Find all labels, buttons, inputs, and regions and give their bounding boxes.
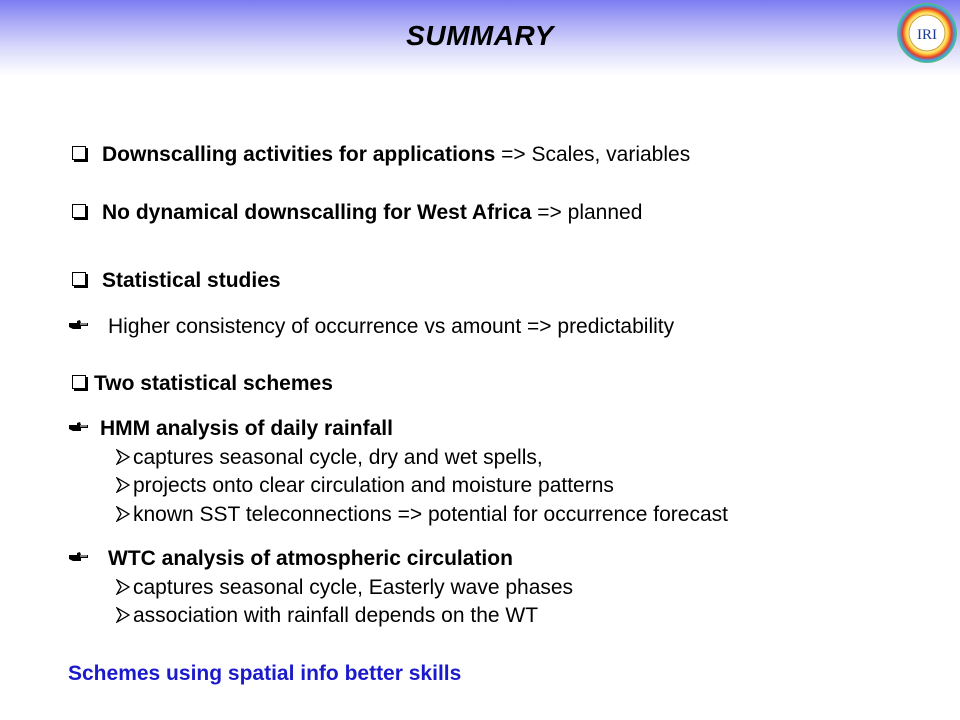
arrow-item-easterly-wave: captures seasonal cycle, Easterly wave phases	[116, 575, 573, 601]
arrowhead-icon	[116, 579, 130, 595]
pointing-hand-icon	[68, 420, 90, 434]
checkbox-icon	[72, 204, 86, 218]
bullet-statistical-studies: Statistical studies	[72, 268, 281, 294]
checkbox-icon	[72, 146, 86, 160]
arrowhead-icon	[116, 607, 130, 623]
bullet-downscalling: Downscalling activities for applications => Scales, variables	[72, 142, 690, 168]
bullet-no-dynamical: No dynamical downscalling for West Africa => planned	[72, 200, 642, 226]
arrow-item-rainfall-association: association with rainfall depends on the WT	[116, 603, 538, 629]
checkbox-icon	[72, 375, 86, 389]
slide-title: SUMMARY	[406, 20, 554, 51]
logo-text: IRI	[917, 27, 937, 43]
conclusion-text: Schemes using spatial info better skills	[68, 662, 462, 685]
pointing-hand-icon	[68, 318, 90, 332]
bullet-two-schemes: Two statistical schemes	[72, 371, 333, 397]
arrowhead-icon	[116, 449, 130, 465]
pointing-hand-icon	[68, 550, 90, 564]
checkbox-icon	[72, 272, 86, 286]
arrow-item-seasonal-cycle: captures seasonal cycle, dry and wet spells,	[116, 445, 543, 471]
iri-logo	[896, 2, 958, 64]
arrow-item-circulation-patterns: projects onto clear circulation and moisture patterns	[116, 473, 614, 499]
sub-bullet-wtc: WTC analysis of atmospheric circulation	[68, 546, 513, 572]
arrow-item-sst-teleconnections: known SST teleconnections => potential for occurrence forecast	[116, 502, 728, 528]
sub-bullet-consistency: Higher consistency of occurrence vs amount => predictability	[68, 314, 674, 340]
sub-bullet-hmm: HMM analysis of daily rainfall	[68, 416, 393, 442]
arrowhead-icon	[116, 506, 130, 522]
arrowhead-icon	[116, 477, 130, 493]
